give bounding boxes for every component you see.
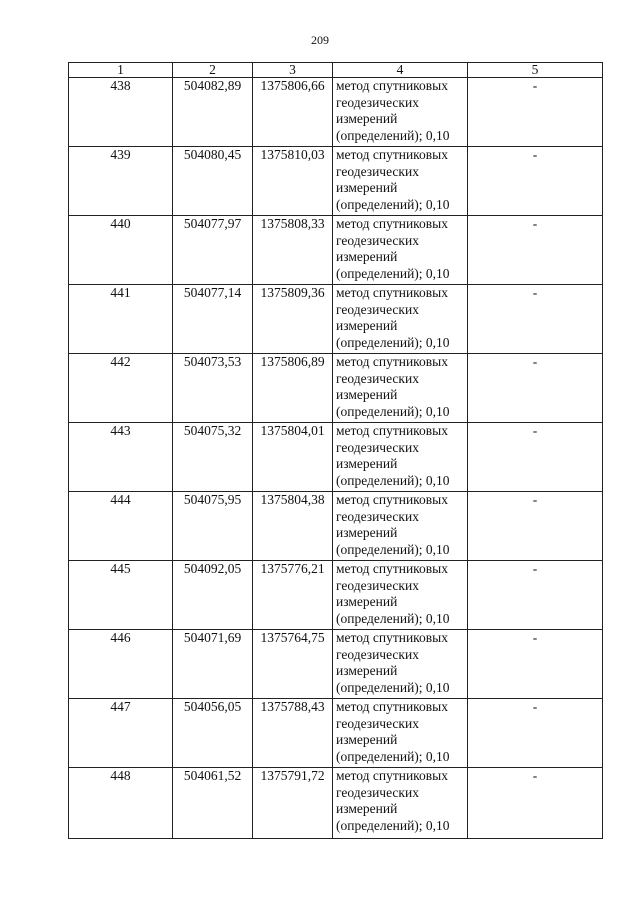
point-number: 443 <box>69 423 173 492</box>
table-row <box>69 492 603 561</box>
y-coordinate: 1375776,21 <box>253 561 333 630</box>
y-coordinate: 1375810,03 <box>253 147 333 216</box>
note: - <box>468 768 603 839</box>
method-description: метод спутниковых геодезических измерений (определений); 0,10 <box>333 78 468 147</box>
note: - <box>468 354 603 423</box>
header-col-2: 2 <box>173 63 253 78</box>
point-number: 444 <box>69 492 173 561</box>
note: - <box>468 423 603 492</box>
coordinates-table <box>68 62 603 839</box>
y-coordinate: 1375804,01 <box>253 423 333 492</box>
point-number: 442 <box>69 354 173 423</box>
method-description: метод спутниковых геодезических измерений (определений); 0,10 <box>333 561 468 630</box>
x-coordinate: 504071,69 <box>173 630 253 699</box>
header-row <box>69 63 603 78</box>
note: - <box>468 492 603 561</box>
y-coordinate: 1375806,89 <box>253 354 333 423</box>
x-coordinate: 504075,32 <box>173 423 253 492</box>
table-row <box>69 768 603 839</box>
x-coordinate: 504077,97 <box>173 216 253 285</box>
table-row <box>69 147 603 216</box>
y-coordinate: 1375764,75 <box>253 630 333 699</box>
note: - <box>468 630 603 699</box>
method-description: метод спутниковых геодезических измерений (определений); 0,10 <box>333 630 468 699</box>
point-number: 441 <box>69 285 173 354</box>
method-description: метод спутниковых геодезических измерений (определений); 0,10 <box>333 492 468 561</box>
header-col-4: 4 <box>333 63 468 78</box>
header-col-1: 1 <box>69 63 173 78</box>
y-coordinate: 1375808,33 <box>253 216 333 285</box>
y-coordinate: 1375809,36 <box>253 285 333 354</box>
method-description: метод спутниковых геодезических измерений (определений); 0,10 <box>333 699 468 768</box>
note: - <box>468 216 603 285</box>
method-description: метод спутниковых геодезических измерений (определений); 0,10 <box>333 354 468 423</box>
note: - <box>468 561 603 630</box>
table-row <box>69 561 603 630</box>
table-row <box>69 699 603 768</box>
header-col-3: 3 <box>253 63 333 78</box>
method-description: метод спутниковых геодезических измерений (определений); 0,10 <box>333 285 468 354</box>
page-number: 209 <box>311 33 329 47</box>
x-coordinate: 504073,53 <box>173 354 253 423</box>
method-description: метод спутниковых геодезических измерений (определений); 0,10 <box>333 423 468 492</box>
method-description: метод спутниковых геодезических измерений (определений); 0,10 <box>333 216 468 285</box>
method-description: метод спутниковых геодезических измерений (определений); 0,10 <box>333 147 468 216</box>
table-row <box>69 354 603 423</box>
table-row <box>69 78 603 147</box>
x-coordinate: 504080,45 <box>173 147 253 216</box>
point-number: 448 <box>69 768 173 839</box>
point-number: 438 <box>69 78 173 147</box>
point-number: 446 <box>69 630 173 699</box>
y-coordinate: 1375804,38 <box>253 492 333 561</box>
x-coordinate: 504082,89 <box>173 78 253 147</box>
x-coordinate: 504056,05 <box>173 699 253 768</box>
note: - <box>468 285 603 354</box>
y-coordinate: 1375791,72 <box>253 768 333 839</box>
y-coordinate: 1375788,43 <box>253 699 333 768</box>
method-description: метод спутниковых геодезических измерений (определений); 0,10 <box>333 768 468 839</box>
x-coordinate: 504077,14 <box>173 285 253 354</box>
header-col-5: 5 <box>468 63 603 78</box>
table-row <box>69 423 603 492</box>
point-number: 445 <box>69 561 173 630</box>
x-coordinate: 504092,05 <box>173 561 253 630</box>
table-row <box>69 285 603 354</box>
x-coordinate: 504061,52 <box>173 768 253 839</box>
point-number: 440 <box>69 216 173 285</box>
table-row <box>69 216 603 285</box>
x-coordinate: 504075,95 <box>173 492 253 561</box>
note: - <box>468 147 603 216</box>
point-number: 447 <box>69 699 173 768</box>
y-coordinate: 1375806,66 <box>253 78 333 147</box>
note: - <box>468 699 603 768</box>
table-row <box>69 630 603 699</box>
point-number: 439 <box>69 147 173 216</box>
note: - <box>468 78 603 147</box>
